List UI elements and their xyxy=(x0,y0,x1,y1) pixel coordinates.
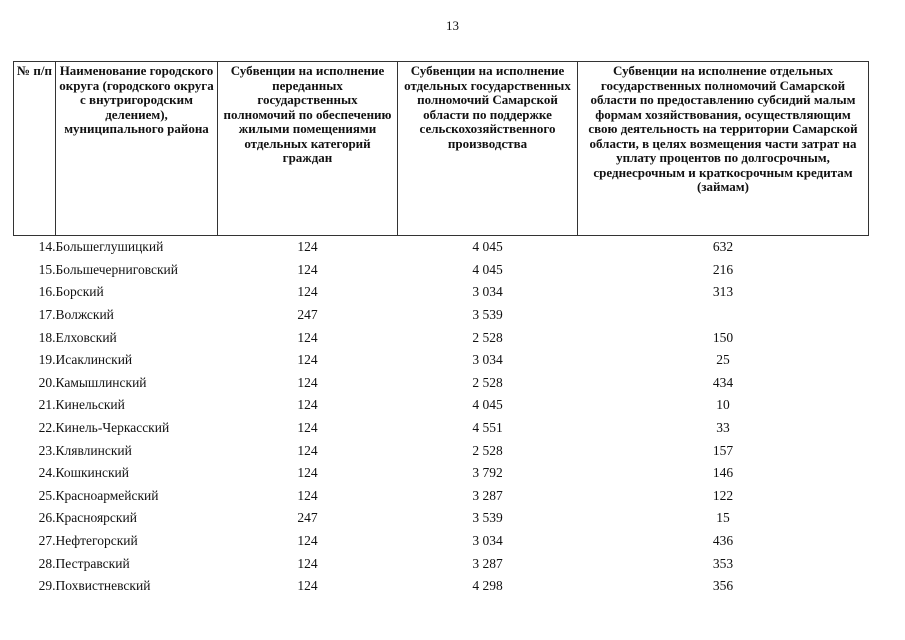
subventions-table xyxy=(13,61,869,598)
table-row xyxy=(14,349,869,372)
municipality-name: Борский xyxy=(55,284,104,300)
header-agriculture-subventions: Субвенции на исполнение отдельных государственных полномочий Самарской области по поддержке сельскохозяйственного производства xyxy=(398,62,578,236)
small-business-subvention-value: 122 xyxy=(712,487,734,503)
small-business-subvention-value: 356 xyxy=(712,578,734,594)
municipality-name: Нефтегорский xyxy=(55,533,138,549)
table-row xyxy=(14,281,869,304)
table-row xyxy=(14,326,869,349)
agriculture-subvention-value: 4 551 xyxy=(472,420,503,436)
table-body xyxy=(14,236,869,598)
row-number: 26. xyxy=(38,510,56,526)
header-number: № п/п xyxy=(14,62,56,236)
municipality-name: Большечерниговский xyxy=(55,261,178,277)
housing-subvention-value: 124 xyxy=(297,487,318,503)
small-business-subvention-value xyxy=(578,304,869,327)
municipality-name: Волжский xyxy=(55,307,114,323)
agriculture-subvention-value: 3 539 xyxy=(472,307,503,323)
table-header-row xyxy=(14,62,869,236)
municipality-name: Исаклинский xyxy=(55,352,133,368)
row-number: 22. xyxy=(38,420,56,436)
housing-subvention-value: 124 xyxy=(297,533,318,549)
municipality-name: Похвистневский xyxy=(55,578,151,594)
agriculture-subvention-value: 4 045 xyxy=(472,261,503,277)
page-number: 13 xyxy=(446,18,459,33)
housing-subvention-value: 124 xyxy=(297,420,318,436)
table-row xyxy=(14,304,869,327)
housing-subvention-value: 124 xyxy=(297,329,318,345)
agriculture-subvention-value: 3 034 xyxy=(472,533,503,549)
row-number: 18. xyxy=(38,329,56,345)
agriculture-subvention-value: 3 034 xyxy=(472,352,503,368)
municipality-name: Клявлинский xyxy=(55,442,132,458)
municipality-name: Кошкинский xyxy=(55,465,129,481)
table-row xyxy=(14,236,869,259)
municipality-name: Кинельский xyxy=(55,397,125,413)
agriculture-subvention-value: 3 034 xyxy=(472,284,503,300)
row-number: 23. xyxy=(38,442,56,458)
housing-subvention-value: 124 xyxy=(297,239,318,255)
agriculture-subvention-value: 4 298 xyxy=(472,578,503,594)
municipality-name: Большеглушицкий xyxy=(55,239,164,255)
row-number: 21. xyxy=(38,397,56,413)
row-number: 19. xyxy=(38,352,56,368)
agriculture-subvention-value: 3 287 xyxy=(472,487,503,503)
agriculture-subvention-value: 3 287 xyxy=(472,555,503,571)
municipality-name: Елховский xyxy=(55,329,117,345)
table-row xyxy=(14,372,869,395)
housing-subvention-value: 124 xyxy=(297,578,318,594)
municipality-name: Пестравский xyxy=(55,555,130,571)
row-number: 25. xyxy=(38,487,56,503)
table-row xyxy=(14,485,869,508)
small-business-subvention-value: 10 xyxy=(716,397,730,413)
row-number: 14. xyxy=(38,239,56,255)
table-row xyxy=(14,530,869,553)
header-small-business-subventions: Субвенции на исполнение отдельных государственных полномочий Самарской области по предоставлению субсидий малым формам хозяйствования, осуществляющим свою деятельность на территории Самарской области, в целях возмещения части затрат на уплату процентов по долгосрочным, среднесрочным и краткосрочным кредитам (займам) xyxy=(578,62,869,236)
agriculture-subvention-value: 3 539 xyxy=(472,510,503,526)
small-business-subvention-value: 25 xyxy=(716,352,730,368)
housing-subvention-value: 124 xyxy=(297,397,318,413)
housing-subvention-value: 247 xyxy=(297,307,318,323)
row-number: 24. xyxy=(38,465,56,481)
header-municipality-name: Наименование городского округа (городского округа с внутригородским делением), муниципального района xyxy=(56,62,218,236)
housing-subvention-value: 124 xyxy=(297,555,318,571)
housing-subvention-value: 247 xyxy=(297,510,318,526)
housing-subvention-value: 124 xyxy=(297,284,318,300)
row-number: 20. xyxy=(38,374,56,390)
small-business-subvention-value: 146 xyxy=(712,465,734,481)
housing-subvention-value: 124 xyxy=(297,352,318,368)
housing-subvention-value: 124 xyxy=(297,261,318,277)
row-number: 28. xyxy=(38,555,56,571)
municipality-name: Камышлинский xyxy=(55,374,147,390)
small-business-subvention-value: 33 xyxy=(716,420,730,436)
row-number: 15. xyxy=(38,261,56,277)
small-business-subvention-value: 632 xyxy=(712,239,734,255)
table-row xyxy=(14,575,869,598)
row-number: 27. xyxy=(38,533,56,549)
small-business-subvention-value: 157 xyxy=(712,442,734,458)
agriculture-subvention-value: 4 045 xyxy=(472,397,503,413)
housing-subvention-value: 124 xyxy=(297,374,318,390)
agriculture-subvention-value: 2 528 xyxy=(472,374,503,390)
agriculture-subvention-value: 3 792 xyxy=(472,465,503,481)
agriculture-subvention-value: 2 528 xyxy=(472,329,503,345)
municipality-name: Красноярский xyxy=(55,510,137,526)
small-business-subvention-value: 434 xyxy=(712,374,734,390)
row-number: 16. xyxy=(38,284,56,300)
housing-subvention-value: 124 xyxy=(297,465,318,481)
small-business-subvention-value: 15 xyxy=(716,510,730,526)
row-number: 17. xyxy=(38,307,56,323)
table-row xyxy=(14,439,869,462)
header-housing-subventions: Субвенции на исполнение переданных государственных полномочий по обеспечению жилыми помещениями отдельных категорий граждан xyxy=(218,62,398,236)
small-business-subvention-value: 216 xyxy=(712,261,734,277)
small-business-subvention-value: 313 xyxy=(712,284,734,300)
municipality-name: Кинель-Черкасский xyxy=(55,420,170,436)
municipality-name: Красноармейский xyxy=(55,487,159,503)
row-number: 29. xyxy=(38,578,56,594)
housing-subvention-value: 124 xyxy=(297,442,318,458)
agriculture-subvention-value: 2 528 xyxy=(472,442,503,458)
table-row xyxy=(14,462,869,485)
small-business-subvention-value: 436 xyxy=(712,533,734,549)
table-row xyxy=(14,394,869,417)
small-business-subvention-value: 150 xyxy=(712,329,734,345)
agriculture-subvention-value: 4 045 xyxy=(472,239,503,255)
table-row xyxy=(14,417,869,440)
small-business-subvention-value: 353 xyxy=(712,555,734,571)
table-row xyxy=(14,552,869,575)
table-row xyxy=(14,259,869,282)
table-row xyxy=(14,507,869,530)
